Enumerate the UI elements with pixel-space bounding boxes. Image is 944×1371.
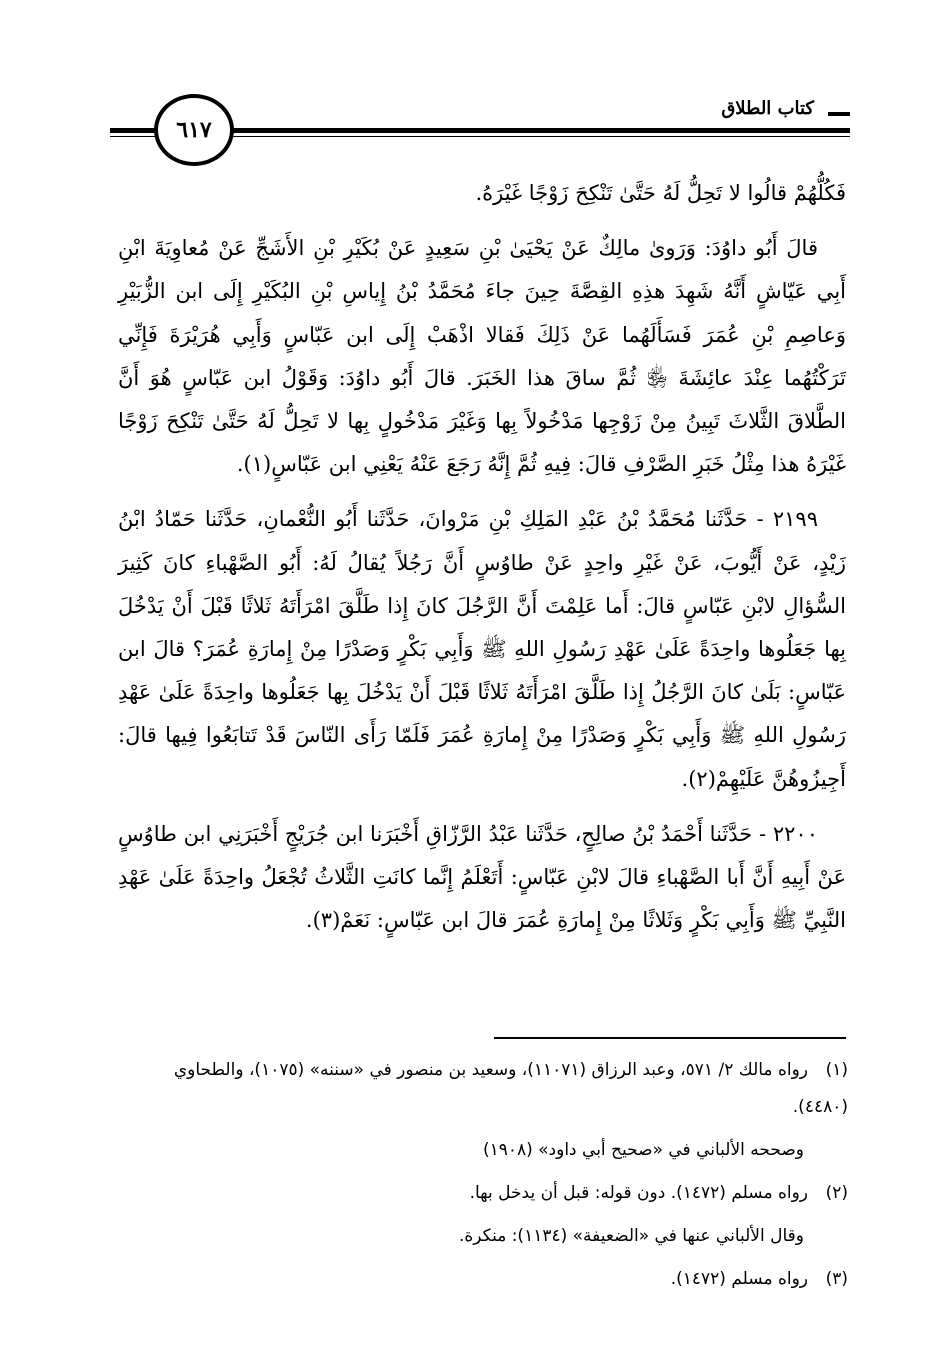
footnote-1-continued: وصححه الألباني في «صحيح أبي داود» (١٩٠٨) — [482, 1140, 804, 1160]
paragraph-hadith-2199: ٢١٩٩ - حَدَّثَنا مُحَمَّدُ بْنُ عَبْدِ المَلِكِ بْنِ مَرْوانَ، حَدَّثَنا أَبُو النُّعْمانِ، حَدَّثَنا حَمّادُ ابْنُ زَيْدٍ، عَنْ أَيُّوبَ، عَنْ غَيْرِ واحِدٍ عَنْ طاوُسٍ أَنَّ رَجُلاً يُقالُ لَهُ: أَبُو الصَّهْباءِ كانَ كَثِيرَ السُّؤالِ لابْنِ عَبّاسٍ قالَ: أَما عَلِمْتَ أَنَّ الرَّجُلَ كانَ إِذا طَلَّقَ امْرَأَتَهُ ثَلاثًا قَبْلَ أَنْ يَدْخُلَ بِها جَعَلُوها واحِدَةً عَلَىٰ عَهْدِ رَسُولِ اللهِ ﷺ وَأَبِي بَكْرٍ وَصَدْرًا مِنْ إِمارَةِ عُمَرَ؟ قالَ ابن عَبّاسٍ: بَلَىٰ كانَ الرَّجُلُ إِذا طَلَّقَ امْرَأَتَهُ ثَلاثًا قَبْلَ أَنْ يَدْخُلَ بِها جَعَلُوها واحِدَةً عَلَىٰ عَهْدِ رَسُولِ اللهِ ﷺ وَأَبِي بَكْرٍ وَصَدْرًا مِنْ إِمارَةِ عُمَرَ فَلَمّا رَأَى النّاسَ قَدْ تَتابَعُوا فِيها قالَ: أَجِيزُوهُنَّ عَلَيْهِمْ(٢). — [118, 507, 846, 791]
main-text — [118, 172, 846, 942]
footnote-2 — [118, 1175, 848, 1212]
footnote-1 — [118, 1052, 848, 1126]
footnote-number: (٣) — [825, 1269, 848, 1289]
page-number: ٦١٧ — [176, 117, 212, 143]
footnote-text: رواه مسلم (١٤٧٢). — [670, 1269, 808, 1289]
footnotes — [118, 1052, 848, 1304]
footnote-2-continued: وقال الألباني عنها في «الضعيفة» (١١٣٤): منكرة. — [458, 1226, 804, 1246]
page-number-badge — [154, 94, 234, 166]
footnote-3 — [118, 1261, 848, 1298]
paragraph-abu-dawud-note: قالَ أَبُو داوُدَ: وَرَوىٰ مالِكٌ عَنْ يَحْيَىٰ بْنِ سَعِيدٍ عَنْ بُكَيْرِ بْنِ الأَشَجِّ عَنْ مُعاوِيَةَ ابْنِ أَبِي عَيّاشٍ أَنَّهُ شَهِدَ هذِهِ القِصَّةَ حِينَ جاءَ مُحَمَّدُ بْنُ إِياسِ بْنِ البُكَيْرِ إِلَى ابن الزُّبَيْرِ وَعاصِمِ بْنِ عُمَرَ فَسَأَلَهُما عَنْ ذَلِكَ فَقالا اذْهَبْ إِلَى ابن عَبّاسٍ وَأَبِي هُرَيْرَةَ فَإِنِّي تَرَكْتُهُما عِنْدَ عائِشَةَ ﵂ ثُمَّ ساقَ هذا الخَبَرَ. قالَ أَبُو داوُدَ: وَقَوْلُ ابن عَبّاسٍ هُوَ أَنَّ الطَّلاقَ الثَّلاثَ تَبِينُ مِنْ زَوْجِها مَدْخُولاً بِها وَغَيْرَ مَدْخُولٍ بِها لا تَحِلُّ لَهُ حَتَّىٰ تَنْكِحَ زَوْجًا غَيْرَهُ هذا مِثْلُ خَبَرِ الصَّرْفِ قالَ: فِيهِ ثُمَّ إِنَّهُ رَجَعَ عَنْهُ يَعْنِي ابن عَبّاسٍ(١). — [118, 236, 846, 477]
chapter-title: كتاب الطلاق — [715, 98, 820, 119]
page-header — [110, 92, 850, 168]
footnote-text: رواه مالك ٢/ ٥٧١، وعبد الرزاق (١١٠٧١)، وسعيد بن منصور في «سننه» (١٠٧٥)، والطحاوي (٤٤٨٠). — [173, 1060, 848, 1117]
paragraph-continuation: فَكُلُّهُمْ قالُوا لا تَحِلُّ لَهُ حَتَّىٰ تَنْكِحَ زَوْجًا غَيْرَهُ. — [475, 181, 846, 205]
footnote-number: (١) — [825, 1060, 848, 1080]
footnote-number: (٢) — [825, 1183, 848, 1203]
paragraph-hadith-2200: ٢٢٠٠ - حَدَّثَنا أَحْمَدُ بْنُ صالِحٍ، حَدَّثَنا عَبْدُ الرَّزّاقِ أَخْبَرَنا ابن جُرَيْجٍ أَخْبَرَنِي ابن طاوُسٍ عَنْ أَبِيهِ أَنَّ أَبا الصَّهْباءِ قالَ لابْنِ عَبّاسٍ: أَتَعْلَمُ إِنَّما كانَتِ الثَّلاثُ تُجْعَلُ واحِدَةً عَلَىٰ عَهْدِ النَّبِيِّ ﷺ وَأَبِي بَكْرٍ وَثَلاثًا مِنْ إِمارَةِ عُمَرَ قالَ ابن عَبّاسٍ: نَعَمْ(٣). — [118, 821, 846, 933]
header-dash — [828, 112, 850, 116]
footnote-divider — [494, 1037, 846, 1039]
footnote-text: رواه مسلم (١٤٧٢). دون قوله: قبل أن يدخل بها. — [469, 1183, 808, 1203]
